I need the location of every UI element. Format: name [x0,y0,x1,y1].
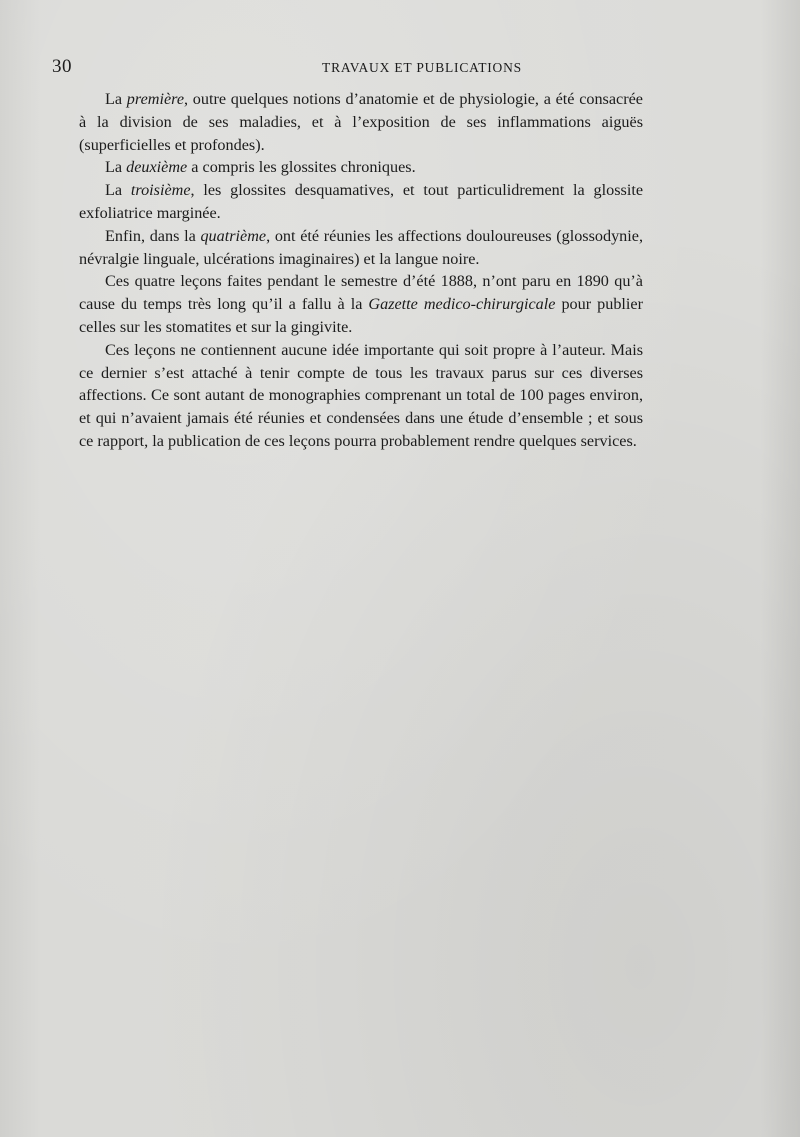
paragraph-publication: Ces quatre leçons faites pendant le semestre d’été 1888, n’ont paru en 1890 qu’à cause du temps très long qu’il a fallu à la Gazette medico-chirurgicale pour publier celles sur les stomatites et sur la gingivite. [79,272,643,336]
paragraph-quatrieme: Enfin, dans la quatrième, ont été réunies les affections douloureuses (glossodynie, névralgie linguale, ulcérations imaginaires) et la langue noire. [79,226,643,268]
page-header [52,56,752,80]
page-number: 30 [52,56,72,77]
body-text [79,88,643,453]
running-title: TRAVAUX ET PUBLICATIONS [322,60,522,75]
paragraph-premiere: La première, outre quelques notions d’anatomie et de physiologie, a été consacrée à la division de ses maladies, et à l’exposition de ses inflammations aiguës (superficielles et profondes). [79,90,643,154]
paragraph-conclusion: Ces leçons ne contiennent aucune idée importante qui soit propre à l’auteur. Mais ce dernier s’est attaché à tenir compte de tous les travaux parus sur ces diverses affections. Ce sont autant de monographies comprenant un total de 100 pages environ, et qui n’avaient jamais été réunies et condensées dans une étude d’ensemble ; et sous ce rapport, la publication de ces leçons pourra probablement rendre quelques services. [79,340,643,450]
paragraph-troisieme: La troisième, les glossites desquamatives, et tout particulidrement la glossite exfoliatrice marginée. [79,181,643,222]
paragraph-deuxieme: La deuxième a compris les glossites chroniques. [105,158,416,177]
